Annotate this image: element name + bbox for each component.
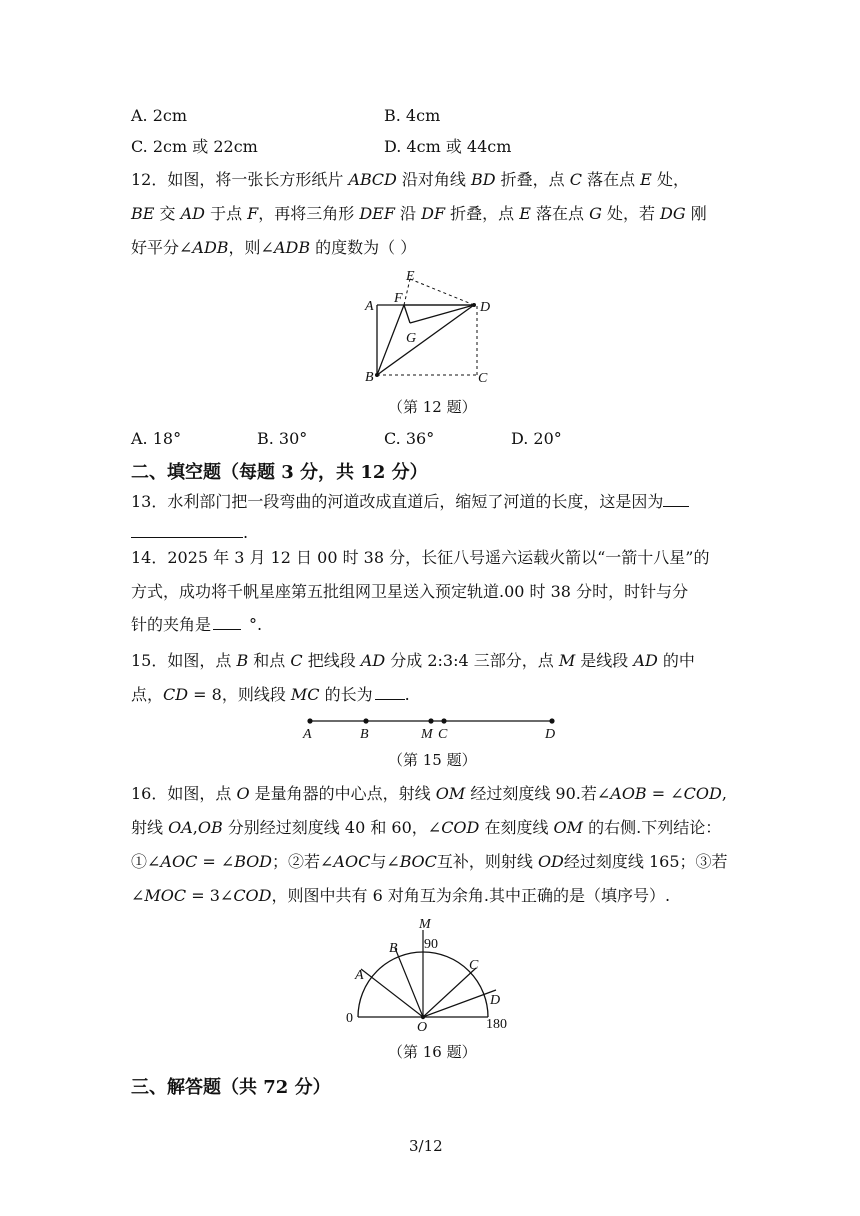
section-2-heading: 二、填空题（每题 3 分，共 12 分） <box>131 462 428 483</box>
q12-option-a: A. 18° <box>131 429 182 448</box>
q16-label-180: 180 <box>486 1017 507 1032</box>
q16-line-2: 射线 𝑂𝐴,𝑂𝐵 分别经过刻度线 40 和 60，∠𝐶𝑂𝐷 在刻度线 𝑂𝑀 的右侧.下列结论： <box>131 818 722 837</box>
q12-option-d: D. 20° <box>511 429 562 448</box>
q12-label-a: A <box>365 299 374 314</box>
q12-label-d: D <box>480 300 491 315</box>
q16-ray-od <box>423 990 496 1017</box>
q13-blank-part-2 <box>131 523 243 538</box>
page-number: 3/12 <box>409 1137 443 1155</box>
q15-label-m: M <box>421 727 433 742</box>
q12-label-e: E <box>406 269 415 284</box>
q15-figure <box>298 712 568 742</box>
q15-line-2 <box>131 685 410 705</box>
q16-line-1: 16．如图，点 𝑂 是量角器的中心点，射线 𝑂𝑀 经过刻度线 90.若∠𝐴𝑂𝐵 = ∠𝐶𝑂𝐷, <box>131 784 727 803</box>
q12-point-d <box>472 303 476 307</box>
q16-label-b: B <box>389 941 398 956</box>
q16-line-4: ∠𝑀𝑂𝐶 = 3∠𝐶𝑂𝐷，则图中共有 6 对角互为余角.其中正确的是（填序号）. <box>131 886 671 905</box>
q13-end: . <box>243 523 249 542</box>
q14-line-1: 14．2025 年 3 月 12 日 00 时 38 分，长征八号遥六运载火箭以“一箭十八星”的 <box>131 548 710 567</box>
q11-option-b: B. 4cm <box>384 106 441 125</box>
q15-label-d: D <box>545 727 556 742</box>
q12-option-b: B. 30° <box>257 429 308 448</box>
q16-line-3: ①∠𝐴𝑂𝐶 = ∠𝐵𝑂𝐷；②若∠𝐴𝑂𝐶与∠𝐵𝑂𝐶互补，则射线 𝑂𝐷经过刻度线 165；③若 <box>131 852 728 871</box>
q15-point-b <box>363 718 368 723</box>
q15-text: 点，𝐶𝐷 = 8，则线段 𝑀𝐶 的长为 <box>131 685 373 704</box>
q16-label-0: 0 <box>346 1011 353 1026</box>
q12-line-1: 12．如图，将一张长方形纸片 𝐴𝐵𝐶𝐷 沿对角线 𝐵𝐷 折叠，点 𝐶 落在点 𝐸 处， <box>131 170 689 189</box>
q15-point-c <box>441 718 446 723</box>
q15-label-b: B <box>360 727 369 742</box>
q15-label-a: A <box>303 727 312 742</box>
q11-option-a: A. 2cm <box>131 106 188 125</box>
q16-label-a: A <box>355 968 364 983</box>
q13-line-2 <box>131 523 248 543</box>
q12-line-3: 好平分∠𝐴𝐷𝐵，则∠𝐴𝐷𝐵 的度数为（ ） <box>131 238 417 257</box>
section-3-heading: 三、解答题（共 72 分） <box>131 1077 331 1098</box>
q16-protractor-figure <box>340 914 520 1032</box>
q16-label-90: 90 <box>424 937 438 952</box>
q16-point-o <box>421 1015 425 1019</box>
q12-line-2: 𝐵𝐸 交 𝐴𝐷 于点 𝐹，再将三角形 𝐷𝐸𝐹 沿 𝐷𝐹 折叠，点 𝐸 落在点 𝐺 处，若 𝐷𝐺 刚 <box>131 204 707 223</box>
q14-line-3 <box>131 615 262 635</box>
q15-end: . <box>404 685 410 704</box>
q15-caption: （第 15 题） <box>388 751 477 769</box>
q12-label-c: C <box>478 371 488 386</box>
q12-caption: （第 12 题） <box>388 398 477 416</box>
q15-point-m <box>428 718 433 723</box>
q15-line-1: 15．如图，点 𝐵 和点 𝐶 把线段 𝐴𝐷 分成 2:3:4 三部分，点 𝑀 是线段 𝐴𝐷 的中 <box>131 651 695 670</box>
q12-label-b: B <box>365 370 374 385</box>
q13-line-1 <box>131 492 689 512</box>
q15-point-a <box>307 718 312 723</box>
q14-line-2: 方式，成功将千帆星座第五批组网卫星送入预定轨道.00 时 38 分时，时针与分 <box>131 582 689 601</box>
q11-option-d: D. 4cm 或 44cm <box>384 137 512 156</box>
q12-figure <box>360 268 500 386</box>
q14-blank <box>213 615 241 630</box>
q15-label-c: C <box>438 727 448 742</box>
q14-text: 针的夹角是 <box>131 615 212 634</box>
q16-label-m: M <box>419 917 431 932</box>
q16-ray-oc <box>423 968 476 1017</box>
q12-segment-gd <box>410 305 474 323</box>
q15-point-d <box>549 718 554 723</box>
q12-segment-fg <box>404 305 410 323</box>
q11-option-c: C. 2cm 或 22cm <box>131 137 258 156</box>
q12-edge-ed <box>410 279 474 305</box>
q12-diagonal-bd <box>377 305 474 375</box>
q14-end: °. <box>249 615 263 634</box>
q16-label-d: D <box>490 993 501 1008</box>
q13-text: 13．水利部门把一段弯曲的河道改成直道后，缩短了河道的长度，这是因为 <box>131 492 664 511</box>
q12-label-g: G <box>406 331 417 346</box>
q13-blank-part-1 <box>663 492 689 507</box>
q16-caption: （第 16 题） <box>388 1043 477 1061</box>
q16-label-c: C <box>469 958 479 973</box>
q12-point-b <box>375 373 379 377</box>
q12-option-c: C. 36° <box>384 429 435 448</box>
q16-label-o: O <box>417 1020 428 1032</box>
q12-label-f: F <box>394 291 403 306</box>
q15-blank <box>375 685 405 700</box>
